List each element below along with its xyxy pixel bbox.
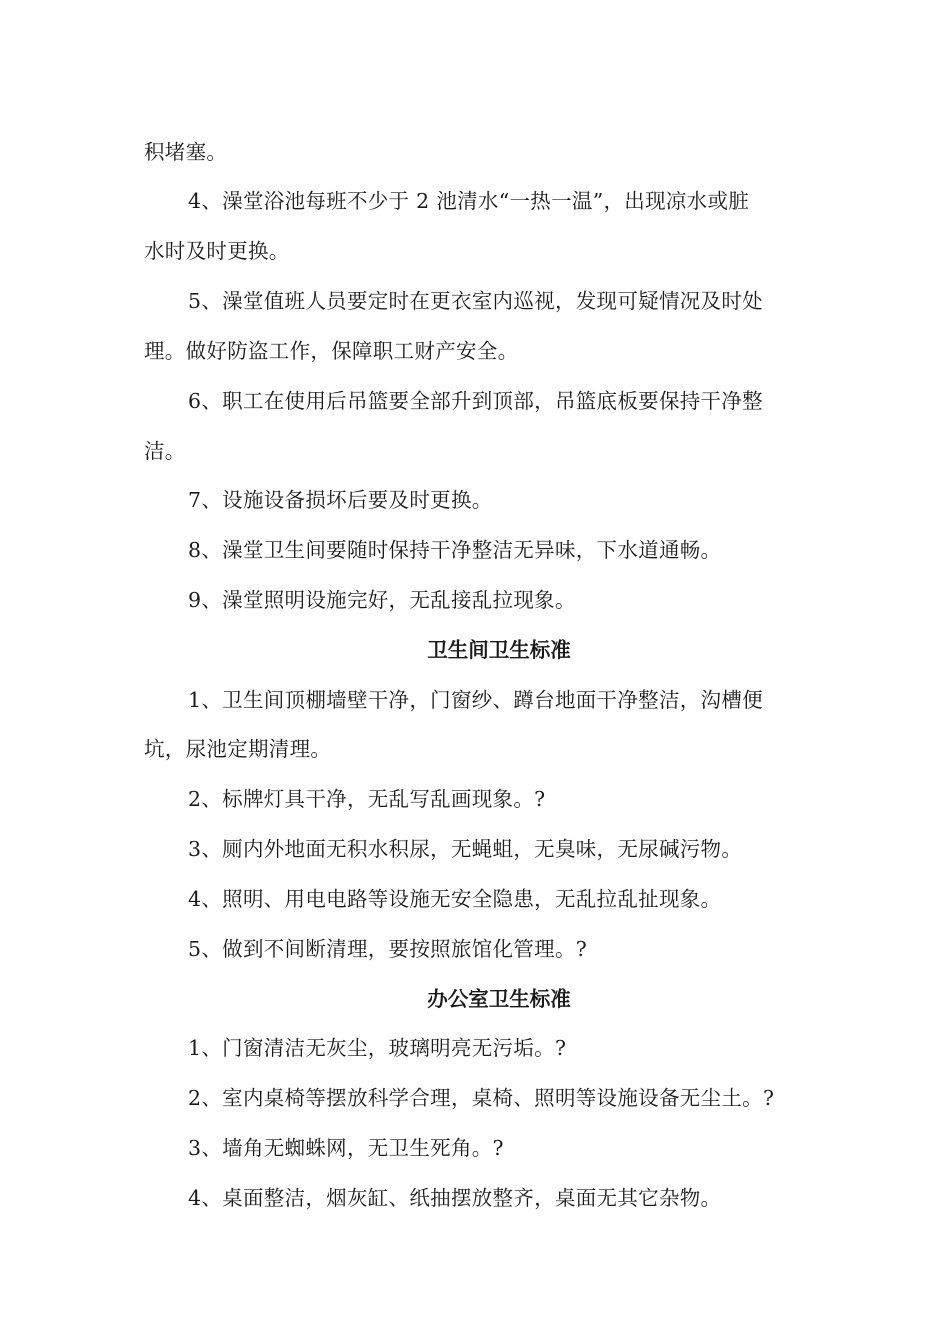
restroom-item-4: 4、照明、用电电路等设施无安全隐患，无乱拉乱扯现象。	[188, 887, 722, 911]
restroom-item-5: 5、做到不间断清理，要按照旅馆化管理。?	[188, 937, 588, 961]
office-item-2: 2、室内桌椅等摆放科学合理，桌椅、照明等设施设备无尘土。?	[188, 1086, 775, 1110]
restroom-item-1-line-1: 1、卫生间顶棚墙壁干净，门窗纱、蹲台地面干净整洁，沟槽便	[188, 688, 763, 712]
office-item-3: 3、墙角无蜘蛛网，无卫生死角。?	[188, 1136, 504, 1160]
bath-item-4-line-2: 水时及时更换。	[144, 239, 290, 263]
bath-item-5-line-1: 5、澡堂值班人员要定时在更衣室内巡视，发现可疑情况及时处	[188, 289, 763, 313]
bath-item-4-line-1: 4、澡堂浴池每班不少于 2 池清水“一热一温”，出现凉水或脏	[188, 189, 750, 213]
bath-item-7: 7、设施设备损坏后要及时更换。	[188, 488, 493, 512]
office-item-1: 1、门窗清洁无灰尘，玻璃明亮无污垢。?	[188, 1036, 567, 1060]
office-section-title: 办公室卫生标准	[427, 987, 571, 1011]
bath-continuation-text: 积堵塞。	[144, 140, 228, 164]
office-item-4: 4、桌面整洁，烟灰缸、纸抽摆放整齐，桌面无其它杂物。	[188, 1186, 722, 1210]
restroom-item-2: 2、标牌灯具干净，无乱写乱画现象。?	[188, 787, 546, 811]
restroom-item-3: 3、厕内外地面无积水积尿，无蝇蛆，无臭味，无尿碱污物。	[188, 837, 743, 861]
bath-item-8: 8、澡堂卫生间要随时保持干净整洁无异味，下水道通畅。	[188, 538, 722, 562]
bath-item-5-line-2: 理。做好防盗工作，保障职工财产安全。	[144, 339, 519, 363]
bath-item-9: 9、澡堂照明设施完好，无乱接乱拉现象。	[188, 588, 576, 612]
restroom-item-1-line-2: 坑，尿池定期清理。	[144, 737, 332, 761]
restroom-section-title: 卫生间卫生标准	[427, 638, 571, 662]
bath-item-6-line-1: 6、职工在使用后吊篮要全部升到顶部，吊篮底板要保持干净整	[188, 389, 763, 413]
bath-item-6-line-2: 洁。	[144, 439, 186, 463]
